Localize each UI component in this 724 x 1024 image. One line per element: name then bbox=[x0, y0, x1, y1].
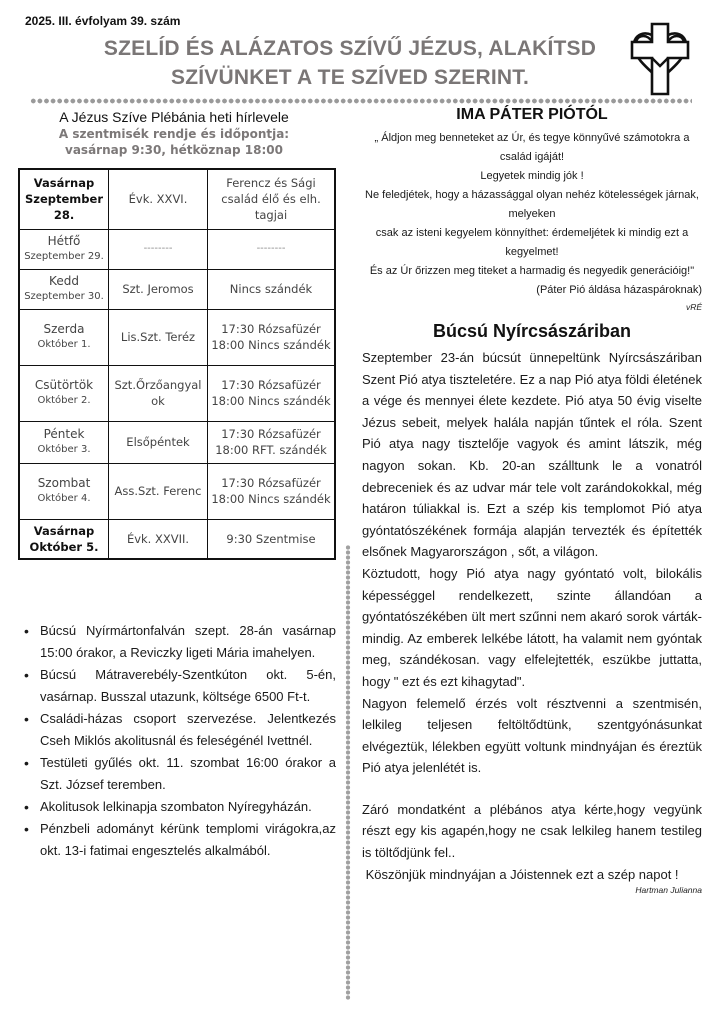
schedule-row bbox=[19, 229, 335, 269]
notice-item: • Akolitusok lelkinapja szombaton Nyíregyházán. bbox=[40, 796, 336, 818]
prayer-title: IMA PÁTER PIÓTÓL bbox=[456, 106, 608, 123]
schedule-date: Szeptember 30. bbox=[24, 291, 104, 302]
schedule-day-cell bbox=[19, 463, 109, 519]
schedule-row bbox=[19, 309, 335, 365]
schedule-day: Szerda bbox=[43, 322, 85, 336]
prayer-line: „ Áldjon meg benneteket az Úr, és tegye könnyűvé számotokra a család igáját! bbox=[374, 132, 690, 163]
schedule-intention: Nincs szándék bbox=[208, 269, 336, 309]
schedule-date: Október 5. bbox=[29, 539, 99, 554]
schedule-row bbox=[19, 169, 335, 229]
prayer-line: Ne feledjétek, hogy a házassággal olyan nehéz kötelességek járnak, melyeken bbox=[365, 189, 699, 220]
mass-times: vasárnap 9:30, hétköznap 18:00 bbox=[65, 143, 283, 157]
schedule-day-cell bbox=[19, 269, 109, 309]
schedule-feast: Szt.Őrzőangyal ok bbox=[109, 365, 208, 421]
issue-number: 2025. III. évfolyam 39. szám bbox=[25, 14, 181, 28]
article-paragraph: Nagyon felemelő érzés volt résztvenni a szentmisén, lelkileg teljesen feltöltődtünk, szentgyónásunkat elvégeztük, lélekben együtt voltunk mindnyájan és éreztük Pió atya jelenlétét is. bbox=[362, 695, 702, 776]
notice-item: • Pénzbeli adományt kérünk templomi virágokra,az okt. 13-i fatimai engesztelés alkalmából. bbox=[40, 818, 336, 862]
mass-schedule-table bbox=[18, 168, 336, 560]
newsletter-header bbox=[18, 108, 330, 158]
mass-heading: A szentmisék rendje és időpontja: bbox=[58, 127, 290, 141]
notices-list bbox=[18, 620, 336, 862]
article-author: Hartman Julianna bbox=[635, 885, 702, 896]
cross-heart-icon bbox=[628, 20, 692, 96]
schedule-day: Hétfő bbox=[47, 234, 81, 248]
schedule-day-cell bbox=[19, 309, 109, 365]
article-paragraph: Köztudott, hogy Pió atya nagy gyóntató volt, bilokális képességgel rendelkezett, szinte állandóan a gyóntatószékében ült mert szűnni nem akaró sorok várták-mindig. Az emberek lelkébe látott, ha valamit nem gyóntak meg, szándékosan. vagy elfelejtették, eszükbe juttatta, hogy " ezt és ezt kihagytad". bbox=[362, 565, 702, 689]
article-title: Búcsú Nyírcsászáriban bbox=[432, 321, 632, 341]
schedule-date: Szeptember 29. bbox=[24, 251, 104, 262]
article-body bbox=[362, 347, 702, 885]
schedule-row bbox=[19, 269, 335, 309]
schedule-day-cell bbox=[19, 519, 109, 559]
schedule-intention: 17:30 Rózsafüzér 18:00 Nincs szándék bbox=[208, 309, 336, 365]
prayer-line: csak az isteni kegyelem könnyíthet: érdemeljétek ki mindig ezt a kegyelmet! bbox=[375, 227, 689, 258]
schedule-intention: 17:30 Rózsafüzér 18:00 Nincs szándék bbox=[208, 365, 336, 421]
schedule-intention: Ferencz és Sági család élő és elh. tagjai bbox=[208, 169, 336, 229]
page-headline bbox=[90, 34, 610, 92]
notice-item: • Búcsú Mátraverebély-Szentkúton okt. 5-én, vasárnap. Busszal utazunk, költsége 6500 Ft-t. bbox=[40, 664, 336, 708]
article-paragraph: Köszönjük mindnyájan a Jóistennek ezt a szép napot ! bbox=[362, 866, 679, 882]
schedule-feast: Ass.Szt. Ferenc bbox=[109, 463, 208, 519]
schedule-intention: 9:30 Szentmise bbox=[208, 519, 336, 559]
schedule-row bbox=[19, 421, 335, 463]
headline-line-1: SZELÍD ÉS ALÁZATOS SZÍVŰ JÉZUS, ALAKÍTSD bbox=[103, 37, 597, 60]
prayer-line: Legyetek mindig jók ! bbox=[480, 170, 584, 182]
prayer-line: És az Úr őrizzen meg titeket a harmadig és negyedik generációig!" bbox=[369, 265, 695, 277]
schedule-day: Vasárnap bbox=[33, 523, 95, 538]
schedule-day: Kedd bbox=[49, 274, 79, 288]
schedule-intention: 17:30 Rózsafüzér 18:00 Nincs szándék bbox=[208, 463, 336, 519]
prayer-text bbox=[362, 129, 702, 300]
notice-item: • Búcsú Nyírmártonfalván szept. 28-án vasárnap 15:00 órakor, a Reviczky ligeti Mária imahelyen. bbox=[40, 620, 336, 664]
schedule-day: Szombat bbox=[37, 476, 91, 490]
schedule-row bbox=[19, 463, 335, 519]
schedule-date: Szeptember 28. bbox=[25, 192, 103, 223]
prayer-signature: vRÉ bbox=[685, 302, 702, 312]
schedule-day-cell bbox=[19, 365, 109, 421]
notice-item: • Testületi gyűlés okt. 11. szombat 16:00 órakor a Szt. József teremben. bbox=[40, 752, 336, 796]
schedule-day: Csütörtök bbox=[34, 378, 94, 392]
schedule-date: Október 4. bbox=[37, 493, 91, 504]
schedule-day: Vasárnap bbox=[33, 176, 95, 191]
schedule-date: Október 2. bbox=[37, 395, 91, 406]
schedule-feast: Elsőpéntek bbox=[109, 421, 208, 463]
article-paragraph: Szeptember 23-án búcsút ünnepeltünk Nyírcsászáriban Szent Pió atya tiszteletére. Ez a nap Pió atya földi életének a vége és mennyei élete kezdete. Pió atya 50 évig viselte Jézus sebeit, melyek halála napján tűntek el róla. Szent Pió atya nagy tisztelője vagyok és amint látszik, még nagyon sokan. Kb. 20-an szálltunk le a vonatról debreceniek és az udvar már tele volt zarándokokkal, még határon túliakkal is. Ezt a szép kis templomot Pió atya gyóntatószékének formája alapján tervezték és építették elsőnek Magyarországon , sőt, a világon. bbox=[362, 350, 702, 560]
schedule-feast: Évk. XXVI. bbox=[109, 169, 208, 229]
headline-line-2: SZÍVÜNKET A TE SZÍVED SZERINT. bbox=[171, 66, 529, 89]
schedule-feast: Lis.Szt. Teréz bbox=[109, 309, 208, 365]
schedule-day-cell bbox=[19, 169, 109, 229]
schedule-date: Október 1. bbox=[37, 339, 91, 350]
schedule-date: Október 3. bbox=[37, 444, 91, 455]
schedule-feast: Szt. Jeromos bbox=[109, 269, 208, 309]
article-paragraph: Záró mondatként a plébános atya kérte,hogy vegyünk részt egy kis agapén,hogy ne csak lelkileg hanem testileg is töltődjünk fel.. bbox=[362, 801, 702, 861]
schedule-intention: -------- bbox=[208, 229, 336, 269]
prayer-source: (Páter Pió áldása házaspároknak) bbox=[536, 284, 702, 296]
schedule-day-cell bbox=[19, 229, 109, 269]
notice-item: • Családi-házas csoport szervezése. Jelentkezés Cseh Miklós akolitusnál és feleségénél Ivettnél. bbox=[40, 708, 336, 752]
column-dotted-divider bbox=[345, 545, 351, 1000]
schedule-feast: -------- bbox=[109, 229, 208, 269]
schedule-feast: Évk. XXVII. bbox=[109, 519, 208, 559]
newsletter-title: A Jézus Szíve Plébánia heti hírlevele bbox=[59, 109, 289, 125]
right-column bbox=[362, 104, 702, 895]
schedule-day: Péntek bbox=[43, 427, 85, 441]
schedule-day-cell bbox=[19, 421, 109, 463]
schedule-intention: 17:30 Rózsafüzér 18:00 RFT. szándék bbox=[208, 421, 336, 463]
schedule-row bbox=[19, 519, 335, 559]
schedule-row bbox=[19, 365, 335, 421]
